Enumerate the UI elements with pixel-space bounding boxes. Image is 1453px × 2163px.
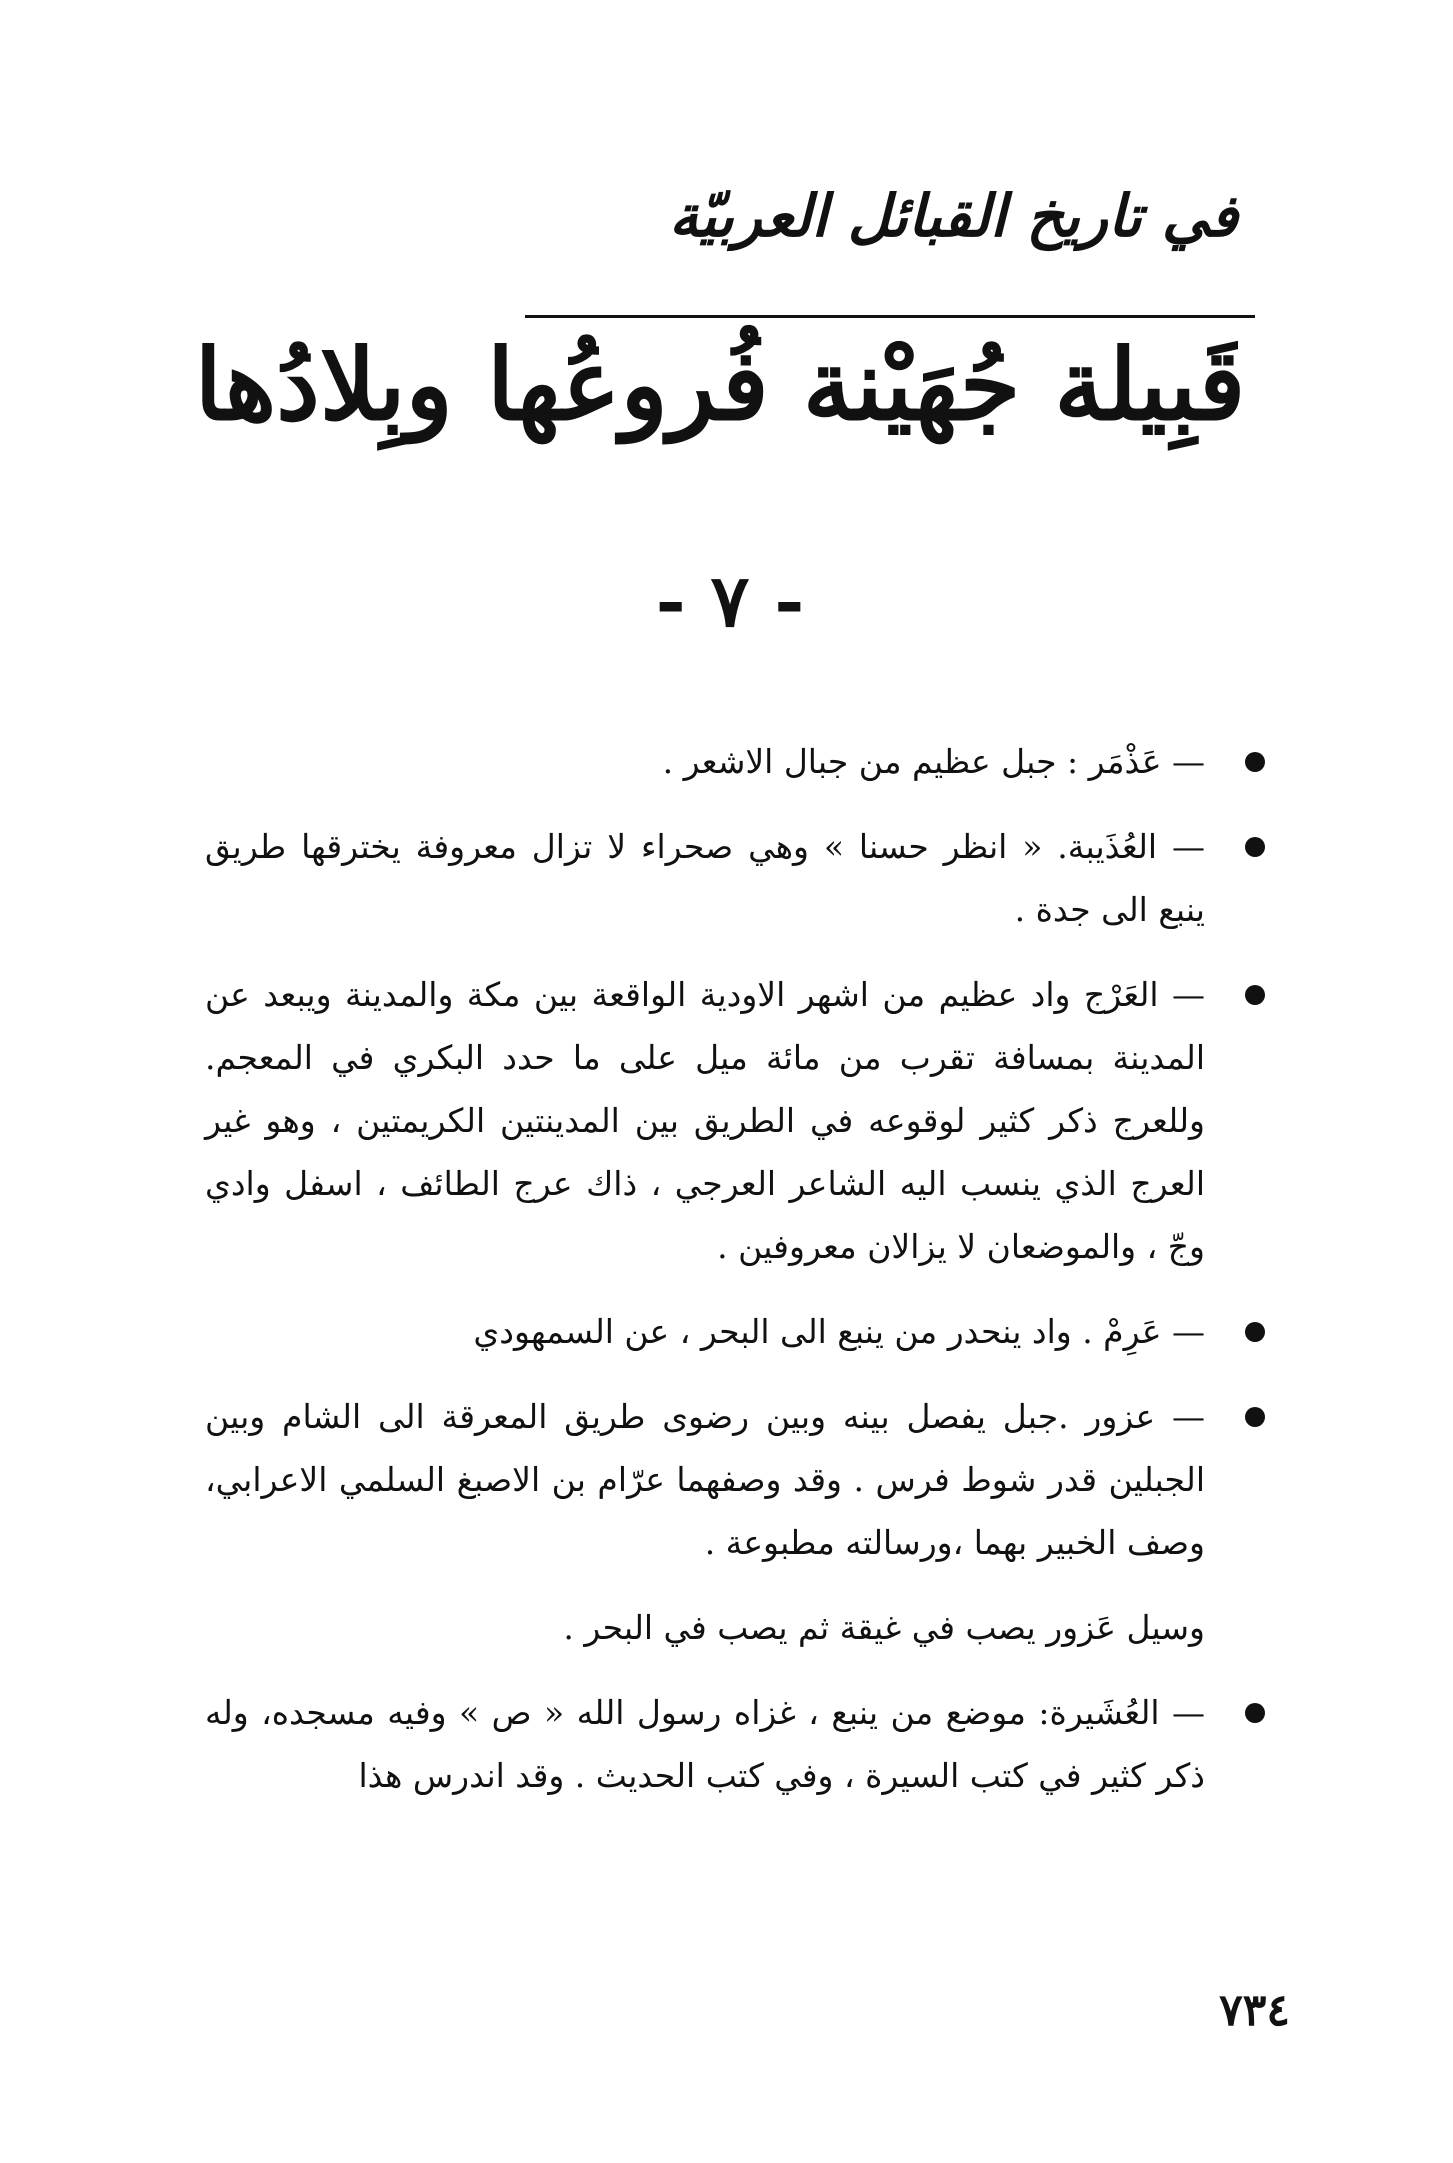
chapter-number: - ٧ - [655,558,805,643]
bullet-icon [1245,1407,1265,1427]
entry-bullet [205,730,1265,793]
main-title: قَبِيلة جُهَيْنة فُروعُها وبِلادُها [194,328,1246,443]
entry-bullet [205,1300,1265,1363]
series-title: في تاريخ القبائل العربيّة [669,182,1238,250]
bullet-icon [1245,1322,1265,1342]
page-number: ٧٣٤ [1219,1985,1290,2036]
entry-text: — العُشَيرة: موضع من ينبع ، غزاه رسول الله « ص » وفيه مسجده، وله ذكر كثير في كتب السيرة ، وفي كتب الحديث . وقد اندرس هذا [205,1693,1205,1795]
body-text [205,730,1265,1829]
entry-text: — عزور .جبل يفصل بينه وبين رضوى طريق المعرقة الى الشام وبين الجبلين قدر شوط فرس . وقد وصفهما عرّام بن الاصبغ السلمي الاعرابي، وصف الخبير بهما ،ورسالته مطبوعة . [205,1397,1205,1562]
entry-text: — عَذْمَر : جبل عظيم من جبال الاشعر . [662,742,1205,781]
entry-bullet [205,1385,1265,1574]
entry-bullet [205,1681,1265,1807]
bullet-icon [1245,1703,1265,1723]
bullet-icon [1245,752,1265,772]
entry-text: — عَرِمْ . واد ينحدر من ينبع الى البحر ، عن السمهودي [473,1312,1205,1351]
entry-text: — العَرْج واد عظيم من اشهر الاودية الواقعة بين مكة والمدينة ويبعد عن المدينة بمسافة تقرب من مائة ميل على ما حدد البكري في المعجم. وللعرج ذكر كثير لوقوعه في الطريق بين المدينتين الكريمتين ، وهو غير العرج الذي ينسب اليه الشاعر العرجي ، ذاك عرج الطائف ، اسفل وادي وجّ ، والموضعان لا يزالان معروفين . [205,975,1205,1266]
continuation-paragraph: وسيل عَزور يصب في غيقة ثم يصب في البحر . [563,1608,1205,1647]
entry-text: — العُذَيبة. « انظر حسنا » وهي صحراء لا تزال معروفة يخترقها طريق ينبع الى جدة . [205,827,1205,929]
header-rule [525,315,1255,318]
entry-bullet [205,963,1265,1278]
entry-bullet [205,815,1265,941]
bullet-icon [1245,985,1265,1005]
bullet-icon [1245,837,1265,857]
